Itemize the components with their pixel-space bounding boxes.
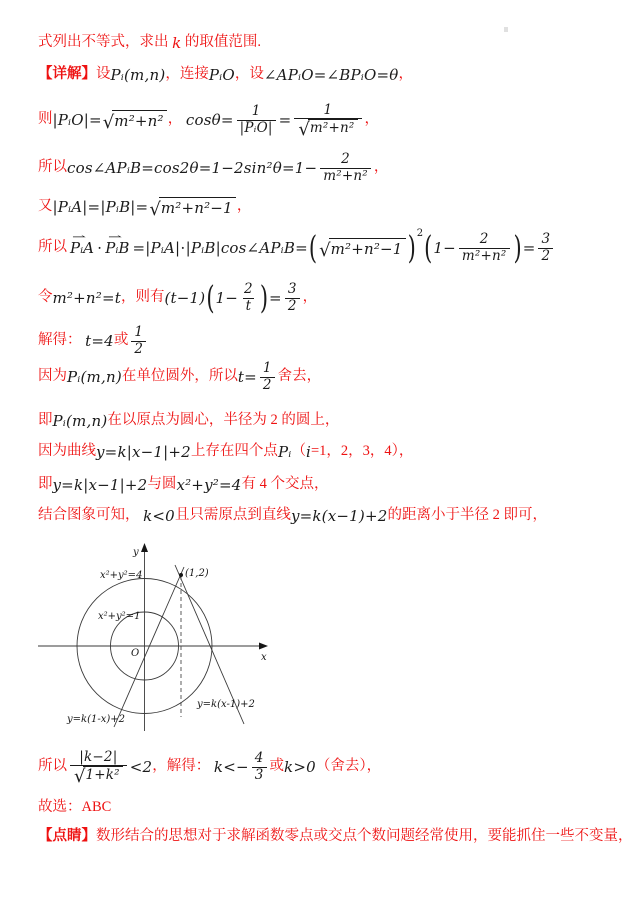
text-run: 式列出不等式，求出 xyxy=(38,34,173,51)
text-run: 因为 xyxy=(38,368,67,385)
numerator xyxy=(338,152,353,167)
math-run: 3 xyxy=(541,231,551,248)
denominator xyxy=(538,248,553,264)
math-run: x²+y²=4 xyxy=(176,476,242,494)
tag-label: 【详解】 xyxy=(38,66,96,83)
big-paren: ) xyxy=(259,279,269,316)
fraction xyxy=(285,282,300,313)
summary-tag-line xyxy=(38,824,633,850)
text-run: 在以原点为圆心，半径为 2 的圆上， xyxy=(107,412,340,429)
stray-mark xyxy=(504,27,508,32)
math-run: 1 xyxy=(323,101,333,118)
text-line xyxy=(38,439,413,465)
fraction xyxy=(260,361,275,392)
math-run: = xyxy=(278,111,292,129)
fraction xyxy=(241,282,256,313)
left-branch-label: y=k(1-x)+2 xyxy=(67,714,126,725)
text-run: 则 xyxy=(38,111,53,128)
math-run: cos∠APᵢB=cos2θ=1−2sin²θ=1− xyxy=(67,159,318,177)
math-run: 2 xyxy=(244,281,253,298)
sqrt-term xyxy=(149,197,235,220)
text-run: （ xyxy=(291,443,306,460)
vector-term: PᵢA ⇀ xyxy=(70,239,94,257)
superscript: 2 xyxy=(416,228,424,239)
text-run: 的距离小于半径 2 即可， xyxy=(387,507,547,524)
sqrt-term xyxy=(102,110,167,133)
apex-point xyxy=(179,573,183,577)
math-run: |PᵢO|= xyxy=(52,111,102,129)
numerator xyxy=(260,361,275,376)
math-run: 2 xyxy=(541,247,551,264)
text-run: 结合图象可知， xyxy=(38,507,144,524)
math-run: Pᵢ(m,n) xyxy=(110,66,166,84)
text-run: 数形结合的思想对于求解函数零点或交点个数问题经常使用，要能抓住一些不变量， xyxy=(96,828,633,845)
math-run: k<0 xyxy=(143,507,175,525)
fraction xyxy=(538,232,553,263)
text-run: 且只需原点到直线 xyxy=(174,507,291,524)
text-run: （舍去）， xyxy=(315,758,382,775)
sqrt-term xyxy=(298,119,357,141)
text-line xyxy=(38,408,339,434)
radicand xyxy=(159,197,236,217)
text-run: 故选：ABC xyxy=(38,799,112,816)
text-run: 所以 xyxy=(38,239,67,256)
answer-line xyxy=(38,796,111,820)
math-run: y=k|x−1|+2 xyxy=(52,476,148,494)
math-run: 1+k² xyxy=(85,767,120,784)
text-run: 有 4 个交点， xyxy=(241,476,329,493)
math-run: m²+n² xyxy=(323,167,368,184)
radical-sign-icon: √ xyxy=(319,240,331,261)
math-run: Pᵢ(m,n) xyxy=(67,368,122,386)
text-run: 设 xyxy=(96,66,111,83)
math-run: ∠APᵢO=∠BPᵢO=θ xyxy=(263,66,399,84)
math-run: k<− xyxy=(213,758,249,776)
text-line xyxy=(38,503,547,529)
text-run: 解得： xyxy=(38,332,86,349)
text-run: ， xyxy=(167,111,186,128)
text-run: 即 xyxy=(38,476,53,493)
fraction xyxy=(131,325,146,356)
math-run: |k−2| xyxy=(79,748,118,765)
inner-circle-label: x²+y²=1 xyxy=(98,611,141,622)
outer-circle-label: x²+y²=4 xyxy=(100,570,143,581)
radical-sign-icon: √ xyxy=(298,119,310,141)
math-run: =|PᵢA|⋅|PᵢB|cos∠APᵢB= xyxy=(132,239,308,257)
radicand xyxy=(329,238,406,258)
fraction xyxy=(237,104,276,135)
radicand xyxy=(308,119,358,137)
big-paren: ( xyxy=(308,229,318,266)
math-run: m²+n²−1 xyxy=(160,199,233,217)
denominator xyxy=(252,767,267,783)
apex-point-label: (1,2) xyxy=(185,568,209,579)
text-run: 的取值范围. xyxy=(181,34,261,51)
vector-term: PᵢB ⇀ xyxy=(105,239,129,257)
math-run: t=4 xyxy=(85,332,114,350)
math-run: 2 xyxy=(134,340,144,357)
denominator xyxy=(260,377,275,393)
radicand xyxy=(83,766,122,784)
denominator xyxy=(237,120,276,136)
text-run: 即 xyxy=(38,412,53,429)
right-branch-label: y=k(x-1)+2 xyxy=(197,699,255,710)
denominator xyxy=(243,298,255,314)
math-run: 3 xyxy=(287,281,297,298)
formula-line xyxy=(38,192,251,222)
math-run: |PᵢO| xyxy=(239,119,273,136)
text-line xyxy=(38,32,261,54)
text-run: 与圆 xyxy=(147,476,177,493)
math-run: cosθ= xyxy=(185,111,234,129)
text-run: ， xyxy=(398,66,413,83)
math-run: 3 xyxy=(254,766,264,783)
formula-line xyxy=(38,322,149,360)
text-run: 令 xyxy=(38,289,53,306)
math-run: PᵢO xyxy=(208,66,235,84)
math-run: Pᵢ(m,n) xyxy=(52,412,108,430)
numerator xyxy=(477,232,492,247)
big-paren: ) xyxy=(407,229,416,266)
math-run: 1− xyxy=(433,239,456,257)
sqrt-term xyxy=(319,238,405,261)
text-run: 又 xyxy=(38,198,53,215)
math-run: m²+n²=t xyxy=(52,289,121,307)
radical-sign-icon: √ xyxy=(74,766,86,788)
math-run: y=k|x−1|+2 xyxy=(96,443,191,461)
text-run: ， xyxy=(236,198,252,215)
detail-tag-line xyxy=(38,62,413,88)
math-run: 1 xyxy=(251,103,261,120)
text-run: ，设 xyxy=(234,66,264,83)
text-run: ，解得： xyxy=(152,758,214,775)
formula-line xyxy=(38,358,321,396)
x-axis-label: x xyxy=(261,652,267,663)
text-run: ，连接 xyxy=(165,66,209,83)
figure-graph xyxy=(36,543,271,763)
formula-line xyxy=(38,275,317,321)
y-axis-label: y xyxy=(133,547,139,558)
text-run: 舍去， xyxy=(277,368,322,385)
text-line xyxy=(38,472,328,498)
text-run: ，则有 xyxy=(120,289,165,306)
math-run: 4 xyxy=(254,750,264,767)
text-run: 所以 xyxy=(38,758,67,775)
formula-line xyxy=(38,97,379,143)
math-run: = xyxy=(269,289,282,307)
math-run: m²+n² xyxy=(309,120,355,137)
denominator xyxy=(320,168,371,184)
text-run: =1，2，3，4）， xyxy=(310,443,414,460)
big-paren: ( xyxy=(424,229,433,266)
fraction xyxy=(294,101,361,141)
text-run: ， xyxy=(373,159,389,176)
math-run: |PᵢA|=|PᵢB|= xyxy=(52,198,149,216)
text-run: ， xyxy=(302,289,318,306)
math-run: <2 xyxy=(129,758,153,776)
text-run: 在单位圆外，所以 xyxy=(121,368,238,385)
denominator xyxy=(285,298,300,314)
denominator xyxy=(294,118,361,141)
big-paren: ( xyxy=(206,279,215,316)
math-run: 2 xyxy=(262,376,272,393)
numerator xyxy=(249,104,264,119)
left-branch-line xyxy=(114,567,184,727)
sqrt-term xyxy=(74,766,123,788)
math-run: 1 xyxy=(134,324,144,341)
denominator xyxy=(131,341,146,357)
formula-line xyxy=(38,225,556,271)
math-run: m²+n² xyxy=(461,247,507,264)
math-run: i xyxy=(305,443,311,461)
numerator xyxy=(241,282,256,297)
fraction xyxy=(459,232,510,263)
math-run: ⋅ xyxy=(96,239,103,257)
x-axis-arrow-icon xyxy=(259,643,268,650)
origin-label: O xyxy=(131,648,140,659)
math-run: k>0 xyxy=(284,758,316,776)
numerator xyxy=(131,325,146,340)
math-run: t= xyxy=(237,368,257,386)
numerator xyxy=(538,232,553,247)
text-run: ， xyxy=(364,111,379,128)
math-run: 1− xyxy=(215,289,239,307)
radical-sign-icon: √ xyxy=(102,112,115,133)
numerator xyxy=(321,103,336,118)
math-run: 2 xyxy=(479,231,489,248)
radicand xyxy=(112,110,166,130)
math-run: (t−1) xyxy=(164,289,206,307)
radical-sign-icon: √ xyxy=(149,199,161,220)
math-run: Pᵢ xyxy=(277,443,292,461)
math-run: 2 xyxy=(287,297,297,314)
formula-line xyxy=(38,145,388,191)
math-run-red: k xyxy=(172,34,182,52)
math-run: y=k(x−1)+2 xyxy=(290,507,388,525)
text-run: 上存在四个点 xyxy=(190,443,278,460)
big-paren: ) xyxy=(513,229,522,266)
math-run: 2 xyxy=(341,151,350,168)
math-run: 1 xyxy=(262,360,272,377)
text-run: 或 xyxy=(269,758,285,775)
fraction xyxy=(320,152,371,183)
tag-label: 【点睛】 xyxy=(38,828,96,845)
text-run: 因为曲线 xyxy=(38,443,96,460)
denominator xyxy=(459,248,510,264)
denominator xyxy=(70,765,127,788)
text-run: 或 xyxy=(113,332,129,349)
math-run: m²+n² xyxy=(114,112,164,130)
numerator xyxy=(285,282,300,297)
math-run: t xyxy=(245,297,252,314)
math-run: = xyxy=(522,239,536,257)
y-axis-arrow-icon xyxy=(141,543,148,552)
math-run: m²+n²−1 xyxy=(330,240,403,258)
text-run: 所以 xyxy=(38,159,67,176)
